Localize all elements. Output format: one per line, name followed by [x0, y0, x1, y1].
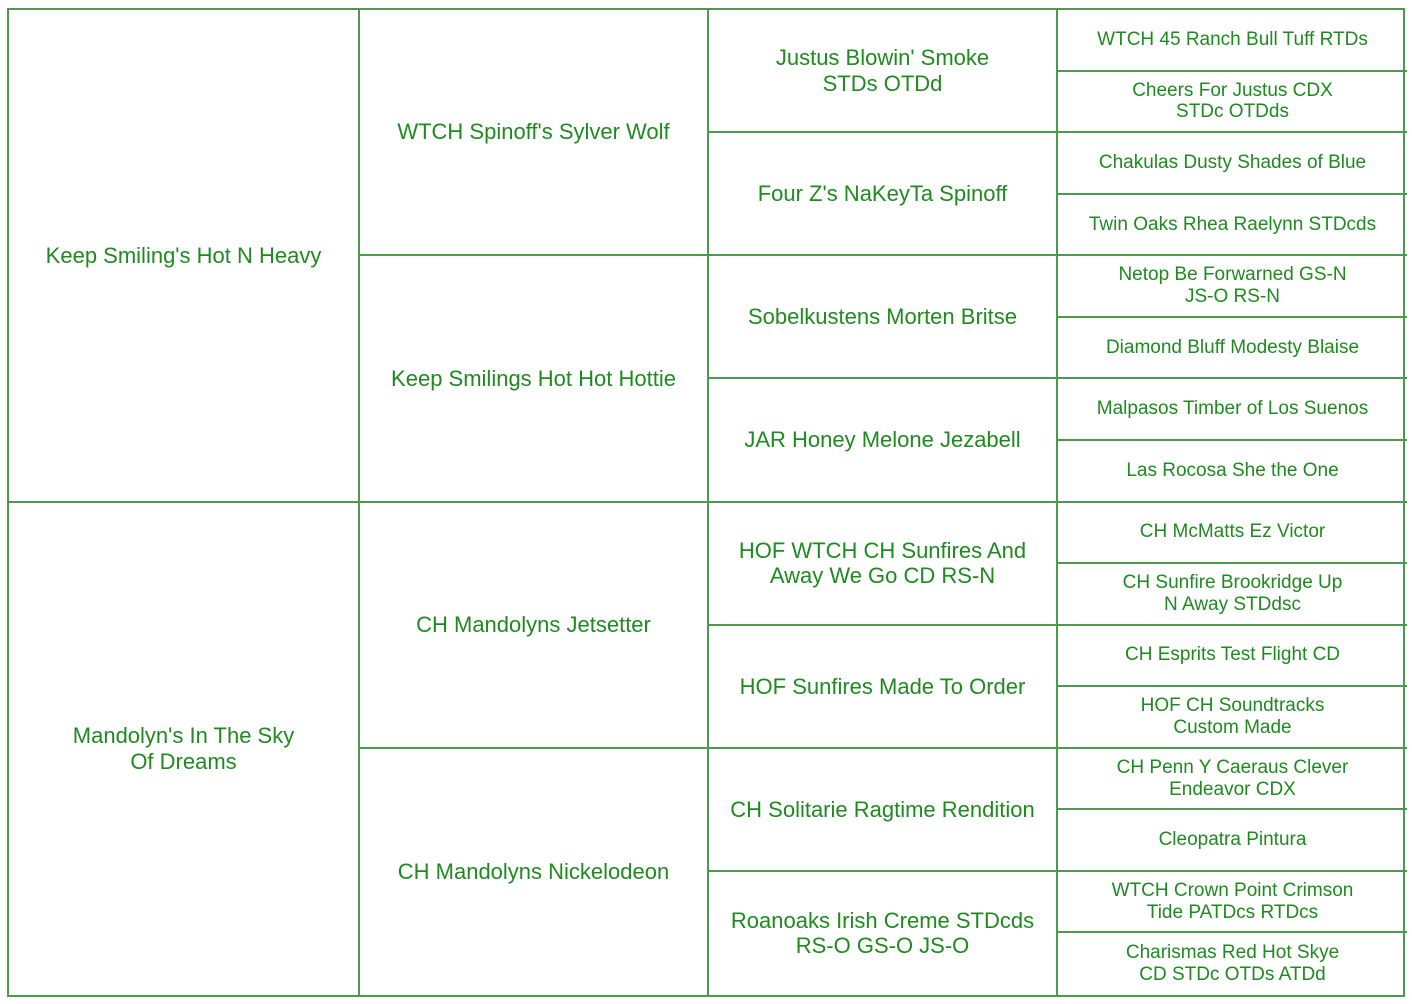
gen3-entry-2: Four Z's NaKeyTa Spinoff [709, 133, 1058, 256]
gen4-entry-1: WTCH 45 Ranch Bull Tuff RTDs [1058, 10, 1407, 72]
gen3-entry-8: Roanoaks Irish Creme STDcds RS-O GS-O JS-O [709, 872, 1058, 995]
gen4-entry-10: CH Sunfire Brookridge Up N Away STDdsc [1058, 564, 1407, 626]
gen4-entry-11: CH Esprits Test Flight CD [1058, 626, 1407, 688]
gen4-entry-14: Cleopatra Pintura [1058, 810, 1407, 872]
gen4-entry-3: Chakulas Dusty Shades of Blue [1058, 133, 1407, 195]
gen3-entry-7: CH Solitarie Ragtime Rendition [709, 749, 1058, 872]
gen2-entry-3: CH Mandolyns Jetsetter [360, 503, 709, 749]
gen4-entry-5: Netop Be Forwarned GS-N JS-O RS-N [1058, 256, 1407, 318]
gen4-entry-8: Las Rocosa She the One [1058, 441, 1407, 503]
gen1-sire: Keep Smiling's Hot N Heavy [9, 10, 360, 503]
gen4-entry-15: WTCH Crown Point Crimson Tide PATDcs RTDcs [1058, 872, 1407, 934]
gen3-entry-5: HOF WTCH CH Sunfires And Away We Go CD RS-N [709, 503, 1058, 626]
gen4-entry-9: CH McMatts Ez Victor [1058, 503, 1407, 565]
gen4-entry-4: Twin Oaks Rhea Raelynn STDcds [1058, 195, 1407, 257]
gen2-entry-1: WTCH Spinoff's Sylver Wolf [360, 10, 709, 256]
gen3-entry-4: JAR Honey Melone Jezabell [709, 379, 1058, 502]
gen2-entry-4: CH Mandolyns Nickelodeon [360, 749, 709, 995]
gen4-entry-7: Malpasos Timber of Los Suenos [1058, 379, 1407, 441]
gen4-entry-13: CH Penn Y Caeraus Clever Endeavor CDX [1058, 749, 1407, 811]
gen3-entry-6: HOF Sunfires Made To Order [709, 626, 1058, 749]
pedigree-chart [7, 8, 1405, 997]
gen1-dam: Mandolyn's In The Sky Of Dreams [9, 503, 360, 996]
gen3-entry-3: Sobelkustens Morten Britse [709, 256, 1058, 379]
gen4-entry-12: HOF CH Soundtracks Custom Made [1058, 687, 1407, 749]
gen4-entry-16: Charismas Red Hot Skye CD STDc OTDs ATDd [1125, 942, 1340, 986]
gen4-entry-6: Diamond Bluff Modesty Blaise [1058, 318, 1407, 380]
gen2-entry-2: Keep Smilings Hot Hot Hottie [360, 256, 709, 502]
gen3-entry-1: Justus Blowin' Smoke STDs OTDd [709, 10, 1058, 133]
gen4-entry-2: Cheers For Justus CDX STDc OTDds [1058, 72, 1407, 134]
